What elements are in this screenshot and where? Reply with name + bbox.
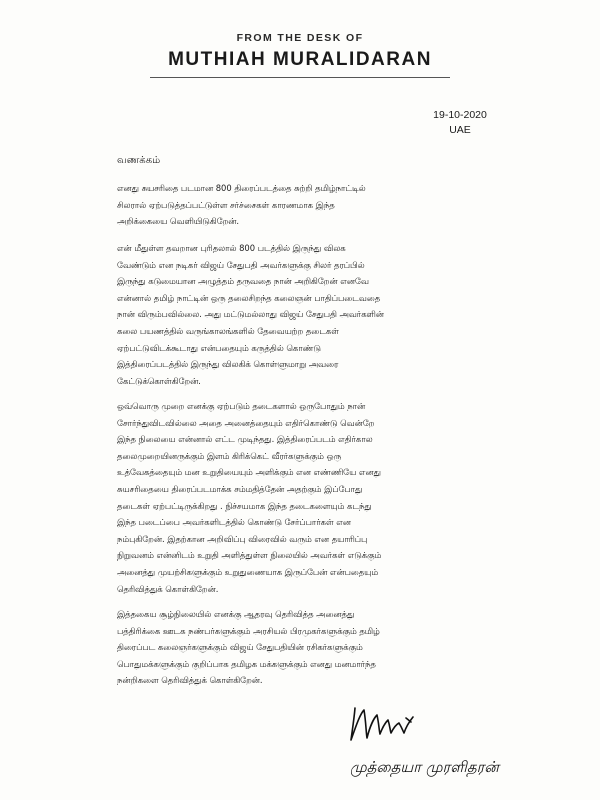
paragraph-line: இத்தகைய சூழ்நிலையில் எனக்கு ஆதரவு தெரிவித்த அனைத்து xyxy=(117,609,355,619)
signature-scribble-stroke xyxy=(351,708,413,740)
paragraph-2 xyxy=(117,240,517,389)
paragraph-line: அறிக்கையை வெளியிடுகிறேன். xyxy=(117,216,240,227)
paragraph-line: இந்த படைப்பை அவர்களிடத்தில் கொண்டு சேர்ப்பார்கள் என xyxy=(117,517,351,528)
paragraph-line: நான் விரும்பவில்லை. அது மட்டுமல்லாது விஜய் சேதுபதி அவர்களின் xyxy=(117,309,384,320)
paragraph-line: அனைத்து முயற்சிகளுக்கும் உறுதுணையாக இருப்பேன் என்பதையும் xyxy=(117,566,379,577)
paragraph-line: ஏற்பட்டுவிடக்கூடாது என்பதையும் கருத்தில் கொண்டு xyxy=(117,342,321,353)
paragraph-line: திரைப்பட கலைஞர்களுக்கும் விஜய் சேதுபதியின் ரசிகர்களுக்கும் xyxy=(117,642,363,653)
letter-date: 19-10-2020 xyxy=(433,109,487,121)
greeting: வணக்கம் xyxy=(117,155,161,166)
letterhead-name: MUTHIAH MURALIDARAN xyxy=(168,49,432,70)
paragraph-line: வேண்டும் என நடிகர் விஜய் சேதுபதி அவர்களுக்கு சிலர் தரப்பில் xyxy=(117,259,365,270)
paragraph-line: சுயசரிதையை திரைப்படமாக்க சம்மதித்தேன் அதற்கும் இப்போது xyxy=(117,483,363,494)
paragraph-line: சோர்ந்துவிடவில்லை அதை அனைத்தையும் எதிர்கொண்டு வென்றே xyxy=(117,417,375,428)
date-location-block xyxy=(420,108,500,138)
paragraph-line: இந்த நிலையை என்னால் எட்ட முடிந்தது. இத்திரைப்படம் எதிர்கால xyxy=(117,434,373,445)
from-the-desk-of-label: FROM THE DESK OF xyxy=(236,32,364,44)
letterhead xyxy=(0,32,600,78)
paragraph-line: தடைகள் ஏற்பட்டிருக்கிறது . நிச்சயமாக இந்த தடைகளையும் கடந்து xyxy=(117,500,372,511)
paragraph-line: இருந்து கடுமையான அழுத்தம் தருவதை நான் அறிகிறேன் எனவே xyxy=(117,276,369,287)
paragraph-line: தெரிவித்துக் கொள்கிறேன். xyxy=(117,583,219,594)
paragraph-line: எனது சுயசரிதை படமான 800 திரைப்படத்தை சுற்றி தமிழ்நாட்டில் xyxy=(117,183,366,193)
paragraph-line: என்னால் தமிழ் நாட்டின் ஒரு தலைசிறந்த கலைஞன் பாதிப்படைவதை xyxy=(117,292,381,303)
letter-location: UAE xyxy=(449,124,471,136)
handwritten-signature xyxy=(340,700,570,785)
paragraph-line: பத்திரிக்கை ஊடக நண்பர்களுக்கும் அரசியல் பிரமுகர்களுக்கும் தமிழ் xyxy=(117,625,380,636)
paragraph-line: சிலரால் ஏற்படுத்தப்பட்டுள்ள சர்ச்சைகள் காரணமாக இந்த xyxy=(117,199,335,210)
letterhead-divider xyxy=(150,77,450,78)
paragraph-line: ஒவ்வொரு முறை எனக்கு ஏற்படும் தடைகளால் ஒருபோதும் நான் xyxy=(117,401,366,411)
signature-name-text: முத்தையா முரளிதரன் xyxy=(350,758,499,776)
paragraph-line: நிறுவனம் என்னிடம் உறுதி அளித்துள்ள நிலையில் அவர்கள் எடுக்கும் xyxy=(117,550,382,561)
paragraph-line: கலை பயணத்தில் வருங்காலங்களில் தேவையற்ற தடைகள் xyxy=(117,325,339,336)
paragraph-line: கேட்டுக்கொள்கிறேன். xyxy=(117,375,201,386)
paragraph-4 xyxy=(117,606,517,689)
paragraph-1 xyxy=(117,180,517,230)
paragraph-line: உத்வேகத்தையும் மன உறுதியையும் அளிக்கும் என எண்ணியே எனது xyxy=(117,467,381,478)
paragraph-line: நன்றிகளை தெரிவித்துக் கொள்கிறேன். xyxy=(117,675,263,686)
paragraph-line: பொதுமக்களுக்கும் குறிப்பாக தமிழக மக்களுக்கும் எனது மனமார்ந்த xyxy=(117,658,376,669)
paragraph-3 xyxy=(117,398,517,597)
paragraph-line: நம்புகிறேன். இதற்கான அறிவிப்பு விரைவில் வரும் என தயாரிப்பு xyxy=(117,533,368,544)
paragraph-line: தலைமுறையினருக்கும் இளம் கிரிக்கெட் வீரர்களுக்கும் ஒரு xyxy=(117,450,342,461)
paragraph-line: என் மீதுள்ள தவறான புரிதலால் 800 படத்தில் இருந்து விலக xyxy=(117,243,346,253)
paragraph-line: இத்திரைப்படத்தில் இருந்து விலகிக் கொள்ளுமாறு அவரை xyxy=(117,359,339,370)
